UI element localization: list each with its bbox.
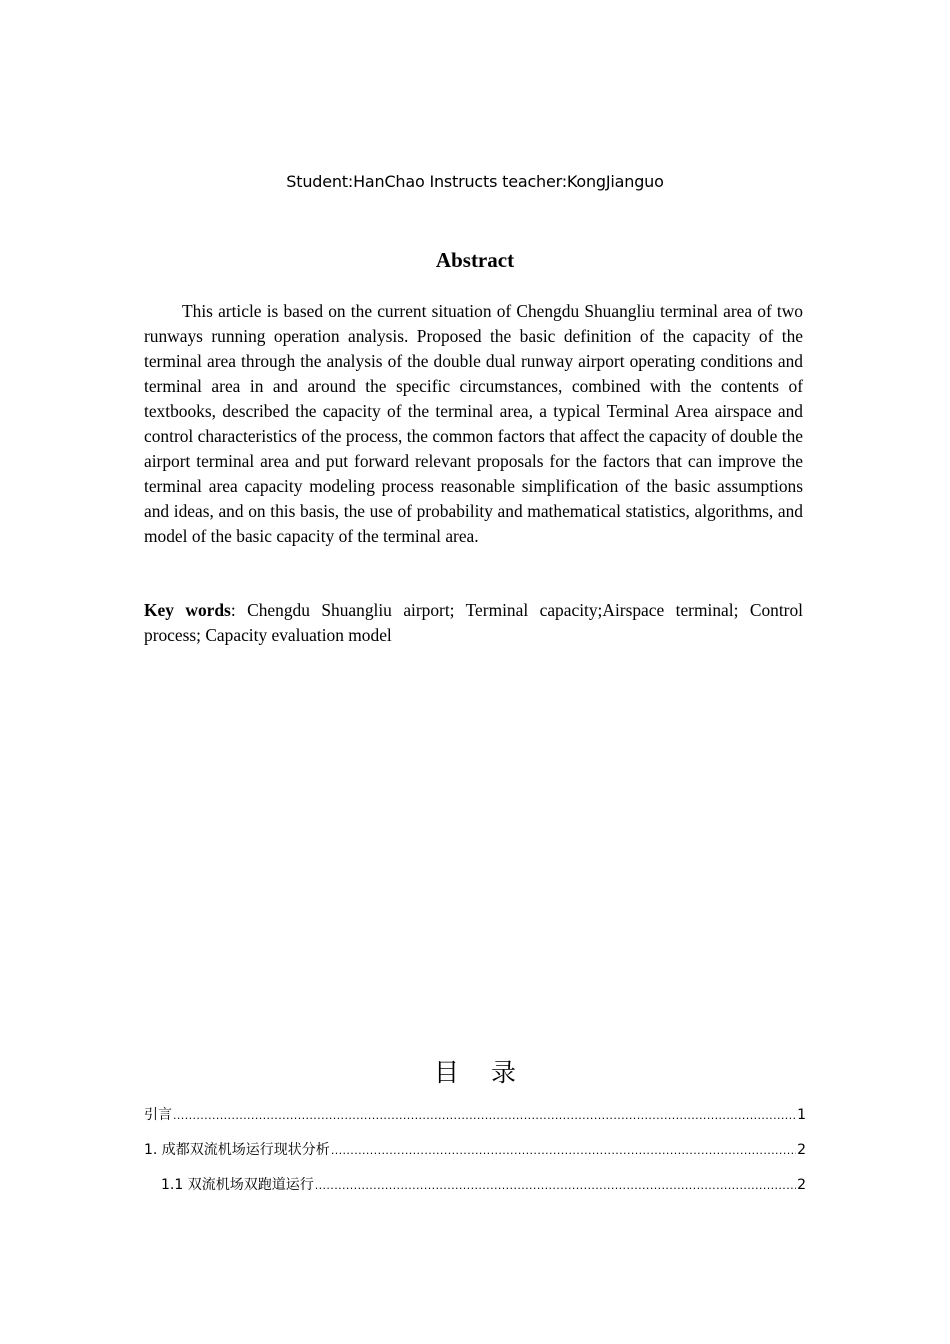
toc-entry-label: 1. 成都双流机场运行现状分析 [144, 1142, 330, 1158]
keywords-text: Chengdu Shuangliu airport; Terminal capacity;Airspace terminal; Control process; Capacity evaluation model [144, 600, 804, 645]
toc-entry-label: 引言 [144, 1107, 172, 1123]
toc-entry-section-1[interactable] [144, 1139, 806, 1174]
toc-leader-dots [315, 1179, 796, 1192]
toc-entry-page: 2 [797, 1142, 806, 1158]
table-of-contents [144, 1104, 806, 1209]
toc-entry-introduction[interactable] [144, 1104, 806, 1139]
toc-entry-page: 2 [797, 1177, 806, 1193]
keywords-label: Key words [144, 600, 231, 620]
toc-entry-page: 1 [797, 1107, 806, 1123]
toc-leader-dots [173, 1109, 796, 1122]
keywords-separator: : [230, 600, 236, 620]
toc-entry-section-1-1[interactable] [144, 1174, 806, 1209]
author-line: Student:HanChao Instructs teacher:KongJianguo [286, 172, 664, 191]
abstract-heading: Abstract [435, 248, 515, 272]
toc-entry-label: 1.1 双流机场双跑道运行 [161, 1177, 314, 1193]
abstract-body: This article is based on the current situation of Chengdu Shuangliu terminal area of two runways running operation analysis. Proposed the basic definition of the capacity of the terminal area through the analysis of the double dual runway airport operating conditions and terminal area in and around the specific circumstances, combined with the contents of textbooks, described the capacity of the terminal area, a typical Terminal Area airspace and control characteristics of the process, the common factors that affect the capacity of double the airport terminal area and put forward relevant proposals for the factors that can improve the terminal area capacity modeling process reasonable simplification of the basic assumptions and ideas, and on this basis, the use of probability and mathematical statistics, algorithms, and model of the basic capacity of the terminal area. [144, 301, 803, 546]
keywords-paragraph [144, 598, 803, 648]
toc-heading: 目 录 [434, 1058, 528, 1087]
toc-leader-dots [331, 1144, 796, 1157]
